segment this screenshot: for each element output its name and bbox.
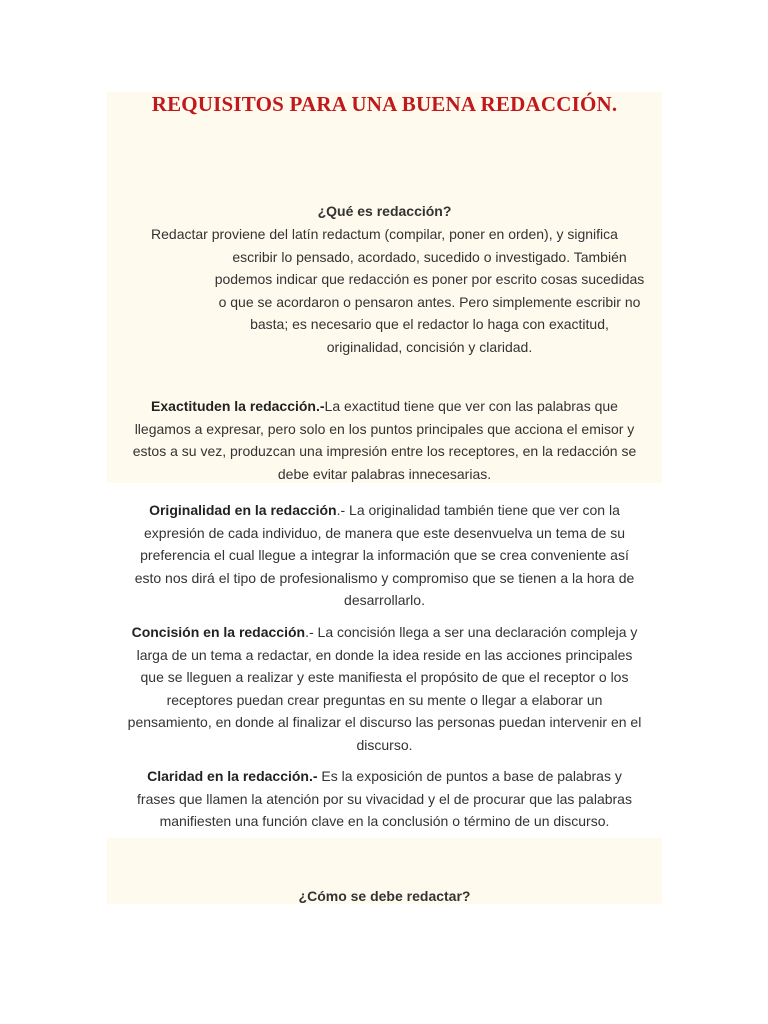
exactitud-line: La exactitud tiene que ver con las palabras que (324, 398, 618, 414)
definition-line: basta; es necesario que el redactor lo haga con exactitud, (250, 316, 609, 332)
concision-line: pensamiento, en donde al finalizar el discurso las personas puedan intervenir en el (127, 714, 642, 730)
exactitud-paragraph (107, 395, 662, 485)
originalidad-paragraph (107, 499, 662, 612)
document-title: REQUISITOS PARA UNA BUENA REDACCIÓN. (151, 92, 618, 116)
definition-line: escribir lo pensado, acordado, sucedido o investigado. También (232, 248, 627, 265)
claridad-paragraph (107, 765, 662, 833)
concision-line: que se lleguen a realizar y este manifiesta el propósito de que el receptor o los (140, 669, 629, 685)
claridad-line: Es la exposición de puntos a base de palabras y (317, 768, 622, 784)
originalidad-line: desarrollarlo. (344, 592, 425, 608)
originalidad-line: expresión de cada individuo, de manera que este desenvuelva un tema de su (144, 524, 625, 541)
concision-line: discurso. (356, 736, 413, 753)
section-heading-como-redactar: ¿Cómo se debe redactar? (298, 888, 471, 904)
concision-label: Concisión en la redacción (131, 624, 306, 640)
claridad-line: frases que llamen la atención por su vivacidad y el de procurar que las palabras (137, 790, 632, 807)
concision-paragraph (107, 621, 662, 756)
definition-line: originalidad, concisión y claridad. (326, 338, 533, 355)
definition-line: o que se acordaron o pensaron antes. Pero simplemente escribir no (218, 293, 641, 310)
exactitud-line: estos a su vez, produzcan una impresión entre los receptores, en la redacción se (132, 443, 637, 459)
definition-paragraph (107, 223, 662, 358)
claridad-line: manifiesten una función clave en la conclusión o término de un discurso. (159, 813, 610, 829)
section-heading-que-es-redaccion: ¿Qué es redacción? (317, 203, 452, 219)
concision-line: receptores puedan crear preguntas en su mente o llegar a elaborar un (166, 691, 603, 708)
originalidad-label: Originalidad en la redacción (149, 502, 337, 518)
exactitud-label: Exactituden la redacción.- (151, 398, 325, 414)
originalidad-line: .- La originalidad también tiene que ver con la (336, 502, 620, 518)
definition-line: podemos indicar que redacción es poner por escrito cosas sucedidas (214, 271, 645, 287)
originalidad-line: esto nos dirá el tipo de profesionalismo y compromiso que se tienen a la hora de (134, 569, 635, 586)
claridad-label: Claridad en la redacción.- (147, 768, 318, 784)
definition-line: Redactar proviene del latín redactum (compilar, poner en orden), y significa (151, 226, 618, 242)
exactitud-line: debe evitar palabras innecesarias. (277, 465, 492, 482)
exactitud-line: llegamos a expresar, pero solo en los puntos principales que acciona el emisor y (134, 420, 635, 437)
originalidad-line: preferencia el cual llegue a integrar la información que se crea conveniente así (140, 547, 629, 563)
concision-line: .- La concisión llega a ser una declaración compleja y (305, 624, 638, 640)
concision-line: larga de un tema a redactar, en donde la idea reside en las acciones principales (136, 646, 633, 663)
